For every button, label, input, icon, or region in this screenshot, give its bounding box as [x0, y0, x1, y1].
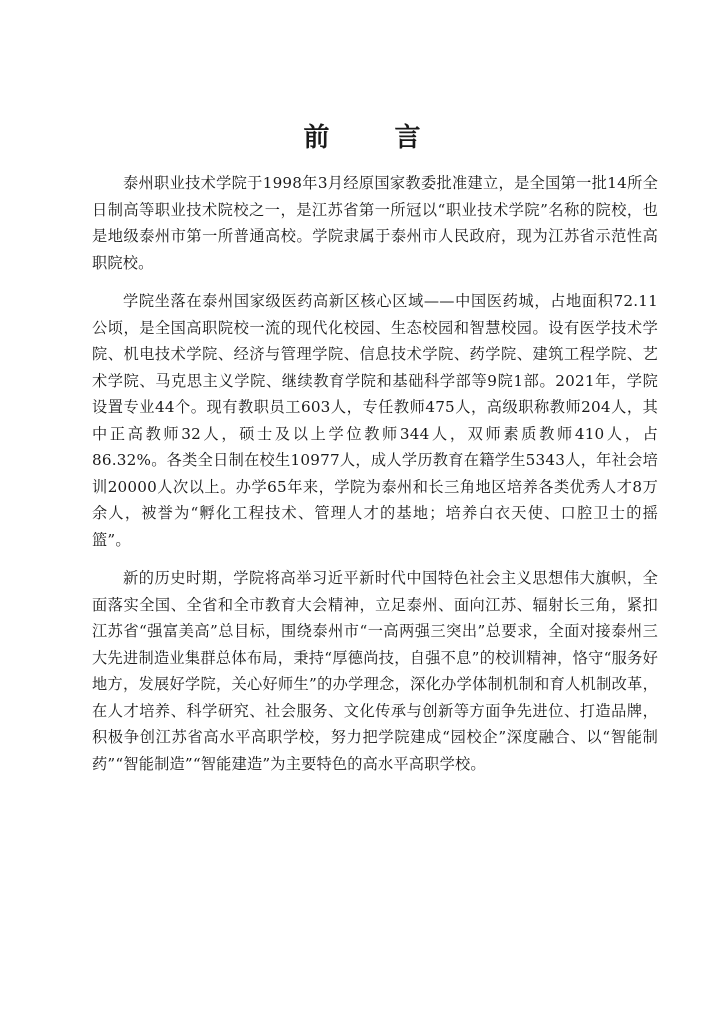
paragraph-outlook: 新的历史时期，学院将高举习近平新时代中国特色社会主义思想伟大旗帜，全面落实全国、全省和全市教育大会精神，立足泰州、面向江苏、辐射长三角，紧扣江苏省“强富美高”总目标，围绕泰州市“一高两强三突出”总要求，全面对接泰州三大先进制造业集群总体布局，秉持“厚德尚技，自强不息”的校训精神，恪守“服务好地方，发展好学院，关心好师生”的办学理念，深化办学体制机制和育人机制改革，在人才培养、科学研究、社会服务、文化传承与创新等方面争先进位、打造品牌，积极争创江苏省高水平高职学校，努力把学院建成“园校企”深度融合、以“智能制药”“智能制造”“智能建造”为主要特色的高水平高职学校。	[92, 569, 658, 773]
document-body	[92, 170, 658, 789]
paragraph-campus: 学院坐落在泰州国家级医药高新区核心区域——中国医药城，占地面积72.11公顷，是全国高职院校一流的现代化校园、生态校园和智慧校园。设有医学技术学院、机电技术学院、经济与管理学院、信息技术学院、药学院、建筑工程学院、艺术学院、马克思主义学院、继续教育学院和基础科学部等9院1部。2021年，学院设置专业44个。现有教职员工603人，专任教师475人，高级职称教师204人，其中正高教师32人，硕士及以上学位教师344人，双师素质教师410人，占86.32%。各类全日制在校生10977人，成人学历教育在籍学生5343人，年社会培训20000人次以上。办学65年来，学院为泰州和长三角地区培养各类优秀人才8万余人，被誉为“孵化工程技术、管理人才的基地；培养白衣天使、口腔卫士的摇篮”。	[92, 292, 658, 549]
page-title: 前 言	[303, 123, 449, 153]
paragraph-intro: 泰州职业技术学院于1998年3月经原国家教委批准建立，是全国第一批14所全日制高等职业技术院校之一，是江苏省第一所冠以“职业技术学院”名称的院校，也是地级泰州市第一所普通高校。学院隶属于泰州市人民政府，现为江苏省示范性高职院校。	[92, 174, 658, 272]
